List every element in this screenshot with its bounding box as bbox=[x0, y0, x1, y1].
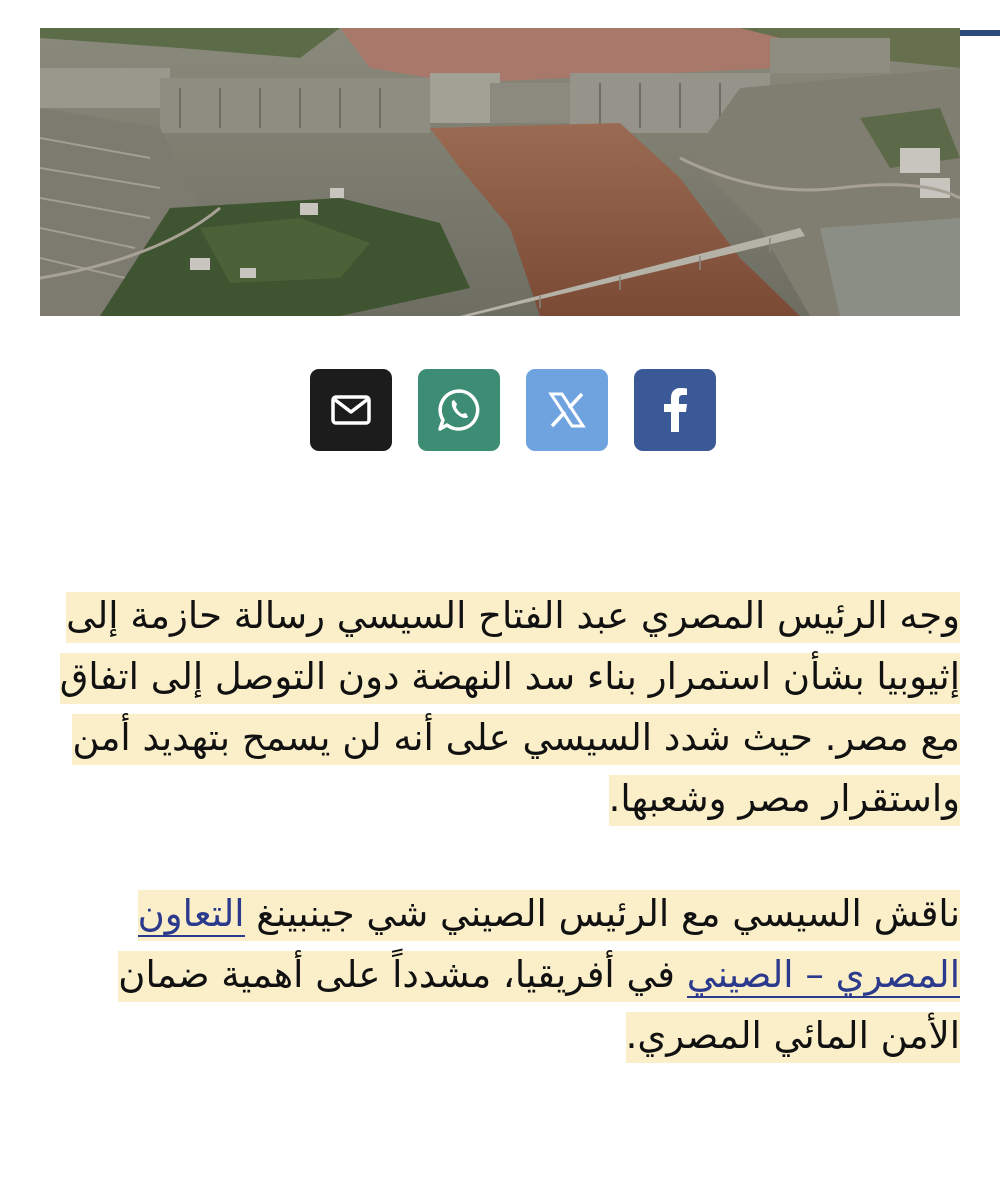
share-facebook-button[interactable] bbox=[634, 369, 716, 451]
whatsapp-icon bbox=[436, 387, 482, 433]
highlighted-text bbox=[118, 890, 960, 1063]
share-x-button[interactable] bbox=[526, 369, 608, 451]
facebook-icon bbox=[660, 388, 690, 432]
article-paragraph bbox=[40, 883, 960, 1066]
paragraph-text: وجه الرئيس المصري عبد الفتاح السيسي رسالة حازمة إلى إثيوبيا بشأن استمرار بناء سد النهضة دون التوصل إلى اتفاق مع مصر. حيث شدد السيسي على أنه لن يسمح بتهديد أمن واستقرار مصر وشعبها. bbox=[60, 592, 960, 826]
hero-image bbox=[40, 28, 960, 316]
paragraph-text: ناقش السيسي مع الرئيس الصيني شي جينبينغ bbox=[244, 892, 960, 935]
envelope-icon bbox=[331, 395, 371, 425]
share-email-button[interactable] bbox=[310, 369, 392, 451]
share-buttons bbox=[310, 369, 716, 451]
article-paragraph bbox=[40, 585, 960, 829]
x-logo-icon bbox=[547, 390, 587, 430]
article-body bbox=[40, 585, 960, 1120]
cooperation-link[interactable]: التعاون المصري – الصيني bbox=[137, 892, 960, 996]
paragraph-text: في أفريقيا، مشدداً على أهمية ضمان الأمن المائي المصري. bbox=[118, 953, 960, 1057]
top-accent-bar bbox=[960, 30, 1000, 36]
share-whatsapp-button[interactable] bbox=[418, 369, 500, 451]
